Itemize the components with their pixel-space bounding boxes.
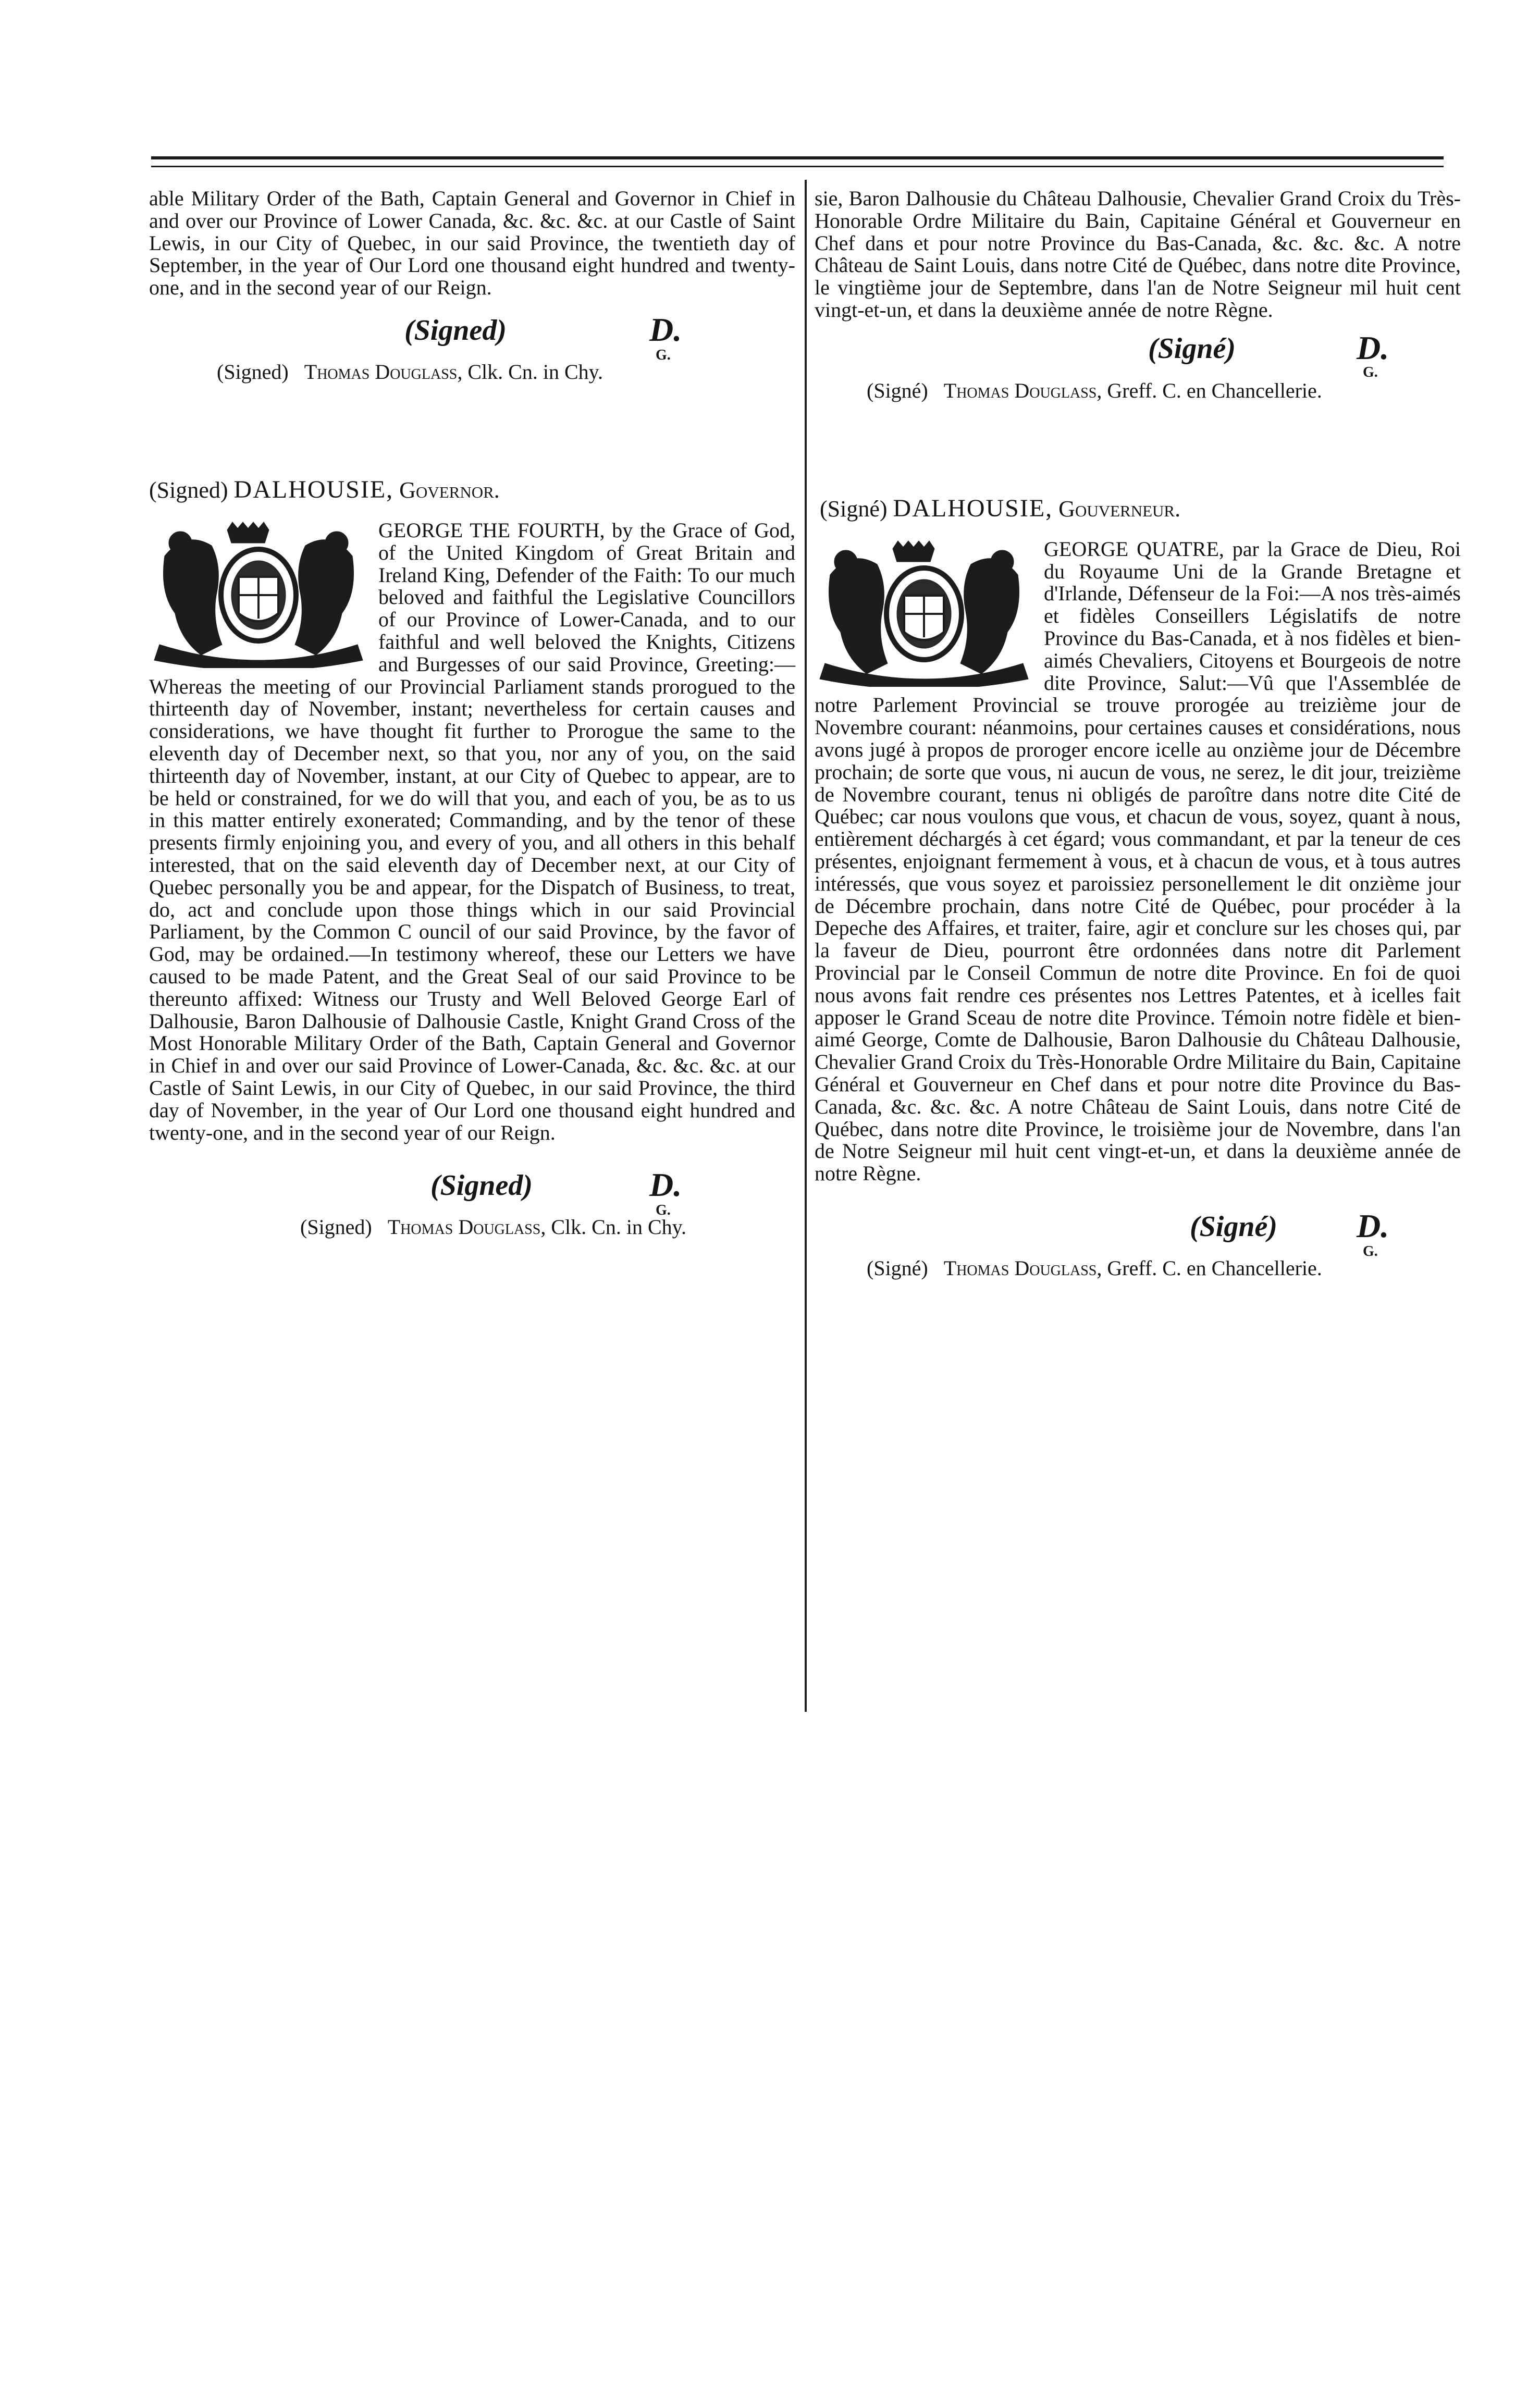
english-column <box>149 188 795 1239</box>
french-proclamation <box>815 538 1461 1185</box>
royal-coat-of-arms-icon <box>149 520 368 668</box>
clerk-name-fr: Thomas Douglass, <box>943 378 1102 402</box>
signed-italic: (Signed) <box>404 314 507 347</box>
english-proclamation-text: GEORGE THE FOURTH, by the Grace of God, of the United Kingdom of Great Britain and Ireland King, Defender of the Faith: To our much beloved and faithful the Legislative Councillors of our Province of Lower-Canada, and to our faithful and well beloved the Knights, Citizens and Burgesses of our said Province, Greeting:—Whereas the meeting of our Provincial Parliament stands prorogued to the thirteenth day of November, instant; nevertheless for certain causes and considerations, we have thought fit further to Prorogue the same to the eleventh day of December next, so that you, nor any of you, on the said thirteenth day of November, instant, at our City of Quebec to appear, are to be held or constrained, for we do will that you, and each of you, be as to us in this matter entirely exonerated; Commanding, and by the tenor of these presents firmly enjoining you, and every of you, and all others in this behalf interested, that on the said eleventh day of December next, at our City of Quebec personally you be and appear, for the Dispatch of Business, to treat, do, act and conclude upon those things which in our said Provincial Parliament, by the Common C ouncil of our said Province, by the favor of God, may be ordained.—In testimony whereof, these our Letters we have caused to be made Patent, and the Great Seal of our said Province to be thereunto affixed: Witness our Trusty and Well Beloved George Earl of Dalhousie, Baron Dalhousie of Dalhousie Castle, Knight Grand Cross of the Most Honorable Military Order of the Bath, Captain General and Governor in Chief in and over our said Province of Lower-Canada, &c. &c. &c. at our Castle of Saint Lewis, in our City of Quebec, in our said Province, the third day of November, in the year of Our Lord one thousand eight hundred and twenty-one, and in the second year of our Reign. <box>149 518 795 1144</box>
french-signature-block <box>815 322 1461 380</box>
clerk-prefix-2: (Signed) <box>300 1215 372 1239</box>
clerk-title-fr: Greff. C. en Chancellerie. <box>1107 378 1322 402</box>
french-column <box>815 188 1461 1280</box>
clerk-name-fr-2: Thomas Douglass, <box>943 1256 1102 1280</box>
seal-letter-d-fr: D. <box>1357 329 1389 366</box>
governor-name-fr: DALHOUSIE, <box>893 494 1053 522</box>
signe-italic-2: (Signé) <box>1190 1210 1277 1243</box>
clerk-prefix-fr-2: (Signé) <box>867 1256 928 1280</box>
clerk-name: Thomas Douglass, <box>304 360 463 384</box>
clerk-title-2: Clk. Cn. in Chy. <box>551 1215 687 1239</box>
seal-letter-g-fr: G. <box>1363 364 1378 380</box>
seal-letter-g-fr-2: G. <box>1363 1243 1378 1260</box>
seal-letter-g: G. <box>656 347 671 363</box>
signed-italic-2: (Signed) <box>430 1169 533 1202</box>
clerk-prefix-fr: (Signé) <box>867 378 928 402</box>
clerk-name-2: Thomas Douglass, <box>387 1215 546 1239</box>
clerk-prefix: (Signed) <box>217 360 289 384</box>
seal-letter-d-fr-2: D. <box>1357 1207 1389 1244</box>
french-signature-block-2 <box>815 1195 1461 1260</box>
clerk-title-fr-2: Greff. C. en Chancellerie. <box>1107 1256 1322 1280</box>
clerk-line-fr <box>815 378 1461 403</box>
governor-signature-fr <box>815 494 1461 523</box>
column-divider <box>805 180 807 1712</box>
governor-signature <box>149 475 795 504</box>
governor-title: Governor. <box>399 477 500 503</box>
top-rule <box>151 156 1444 159</box>
english-signature-block-2 <box>149 1154 795 1219</box>
english-continuation-text: able Military Order of the Bath, Captain General and Governor in Chief in and over our Province of Lower Canada, &c. &c. &c. at our Castle of Saint Lewis, in our City of Quebec, in our said Province, the twentieth day of September, in the year of Our Lord one thousand eight hundred and twenty-one, and in the second year of our Reign. <box>149 187 795 300</box>
governor-prefix-fr: (Signé) <box>820 496 888 522</box>
governor-prefix: (Signed) <box>149 477 228 503</box>
governor-title-fr: Gouverneur. <box>1058 496 1181 522</box>
clerk-line-2 <box>149 1215 795 1239</box>
governor-name: DALHOUSIE, <box>233 475 394 503</box>
seal-letter-g-2: G. <box>656 1202 671 1219</box>
french-proclamation-text: GEORGE QUATRE, par la Grace de Dieu, Roi du Royaume Uni de la Grande Bretagne et d'Irlande, Défenseur de la Foi:—A nos très-aimés et fidèles Conseillers Législatifs de notre Province du Bas-Canada, et à nos fidèles et bien-aimés Chevaliers, Citoyens et Bourgeois de notre dite Province, Salut:—Vû que l'Assemblée de notre Parlement Provincial se trouve prorogée au treizième jour de Novembre courant: néanmoins, pour certaines causes et considérations, nous avons jugé à propos de proroger encore icelle au onzième jour de Décembre prochain; de sorte que vous, ni aucun de vous, ne serez, le dit jour, treizième de Novembre courant, tenus ni obligés de paroître dans notre dite Cité de Québec; car nous voulons que vous, et chacun de vous, soyez, quant à nous, entièrement déchargés à cet égard; vous commandant, et par la teneur de ces présentes, enjoignant fermement à vous, et à chacun de vous, et à tous autres intéressés, que vous soyez et paroissiez personellement le dit onzième jour de Décembre prochain, dans notre Cité de Québec, pour procéder à la Depeche des Affaires, et traiter, faire, agir et conclure sur les choses qui, par la faveur de Dieu, pourront être ordonnées dans notre dit Parlement Provincial par le Conseil Commun de notre dite Province. En foi de quoi nous avons fait rendre ces présentes nos Lettres Patentes, et à icelles fait apposer le Grand Sceau de notre dite Province. Témoin notre fidèle et bien-aimé George, Comte de Dalhousie, Baron Dalhousie du Château Dalhousie, Chevalier Grand Croix du Très-Honorable Ordre Militaire du Bain, Capitaine Général et Gouverneur en Chef dans et pour notre dite Province du Bas-Canada, &c. &c. &c. A notre Château de Saint Louis, dans notre Cité de Québec, dans notre dite Province, le troisième jour de Novembre, dans l'an de Notre Seigneur mil huit cent vingt-et-un, et dans la deuxième année de notre Règne. <box>815 537 1461 1186</box>
seal-letter-d: D. <box>649 311 682 348</box>
english-proclamation <box>149 520 795 1144</box>
signe-italic: (Signé) <box>1148 332 1236 365</box>
french-continuation-text: sie, Baron Dalhousie du Château Dalhousie, Chevalier Grand Croix du Très-Honorable Ordre Militaire du Bain, Capitaine Général et Gouverneur en Chef dans et pour notre Province du Bas-Canada, &c. &c. &c. A notre Château de Saint Louis, dans notre Cité de Québec, dans notre dite Province, le vingtième jour de Septembre, dans l'an de Notre Seigneur mil huit cent vingt-et-un, et dans la deuxième année de notre Règne. <box>815 187 1461 322</box>
clerk-line <box>149 360 795 384</box>
royal-coat-of-arms-icon <box>815 538 1033 687</box>
clerk-title: Clk. Cn. in Chy. <box>467 360 603 384</box>
english-signature-block <box>149 299 795 363</box>
seal-letter-d-2: D. <box>649 1166 682 1204</box>
top-rule-thin <box>151 166 1444 167</box>
